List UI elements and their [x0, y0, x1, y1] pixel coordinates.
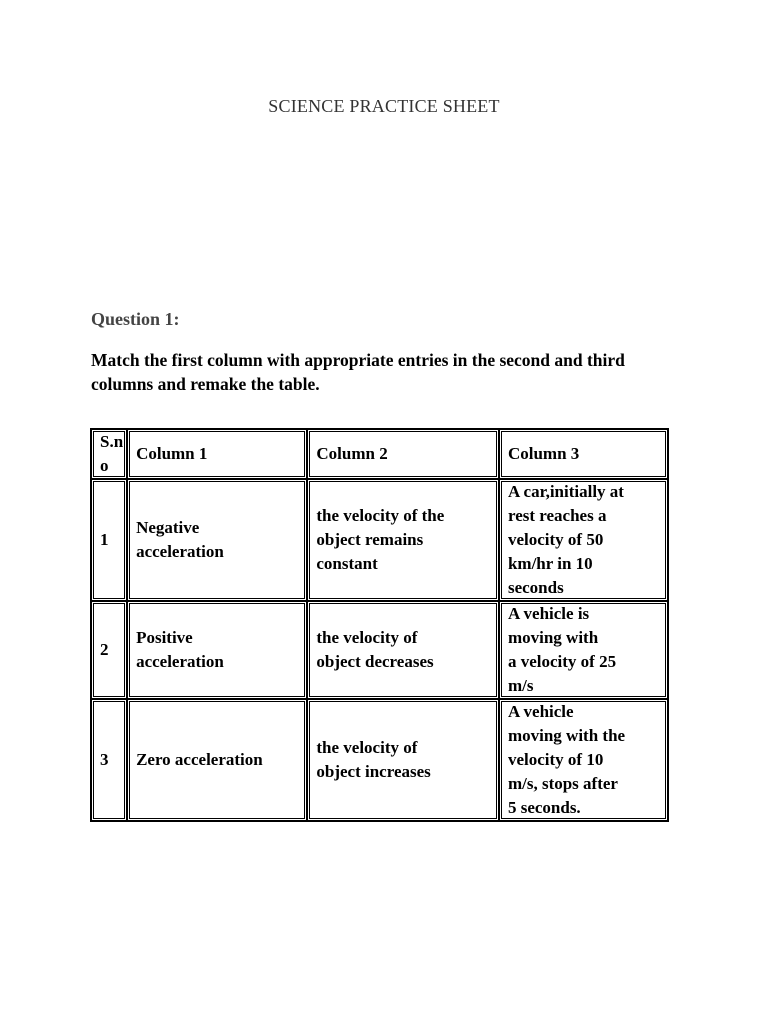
match-table	[90, 428, 669, 822]
row-sno: 1	[91, 479, 127, 601]
row-column-2: the velocity of object decreases	[307, 601, 499, 699]
page-title: SCIENCE PRACTICE SHEET	[268, 96, 500, 116]
question-label: Question 1:	[91, 309, 180, 329]
row-column-1: Negative acceleration	[127, 479, 307, 601]
row-column-2: the velocity of the object remains constant	[307, 479, 499, 601]
row-sno: 3	[91, 699, 127, 821]
table-header-row	[91, 429, 668, 479]
row-column-1: Zero acceleration	[127, 699, 307, 821]
header-column-3: Column 3	[499, 429, 668, 479]
row-column-3: A car,initially at rest reaches a velocity of 50 km/hr in 10 seconds	[499, 479, 668, 601]
table-row	[91, 479, 668, 601]
table-row	[91, 601, 668, 699]
question-instruction: Match the first column with appropriate entries in the second and third columns and remake the table.	[91, 350, 625, 394]
table-row	[91, 699, 668, 821]
row-column-2: the velocity of object increases	[307, 699, 499, 821]
row-sno: 2	[91, 601, 127, 699]
header-sno: S.n o	[91, 429, 127, 479]
header-column-2: Column 2	[307, 429, 499, 479]
row-column-3: A vehicle is moving with a velocity of 25 m/s	[499, 601, 668, 699]
row-column-3: A vehicle moving with the velocity of 10 m/s, stops after 5 seconds.	[499, 699, 668, 821]
header-column-1: Column 1	[127, 429, 307, 479]
row-column-1: Positive acceleration	[127, 601, 307, 699]
